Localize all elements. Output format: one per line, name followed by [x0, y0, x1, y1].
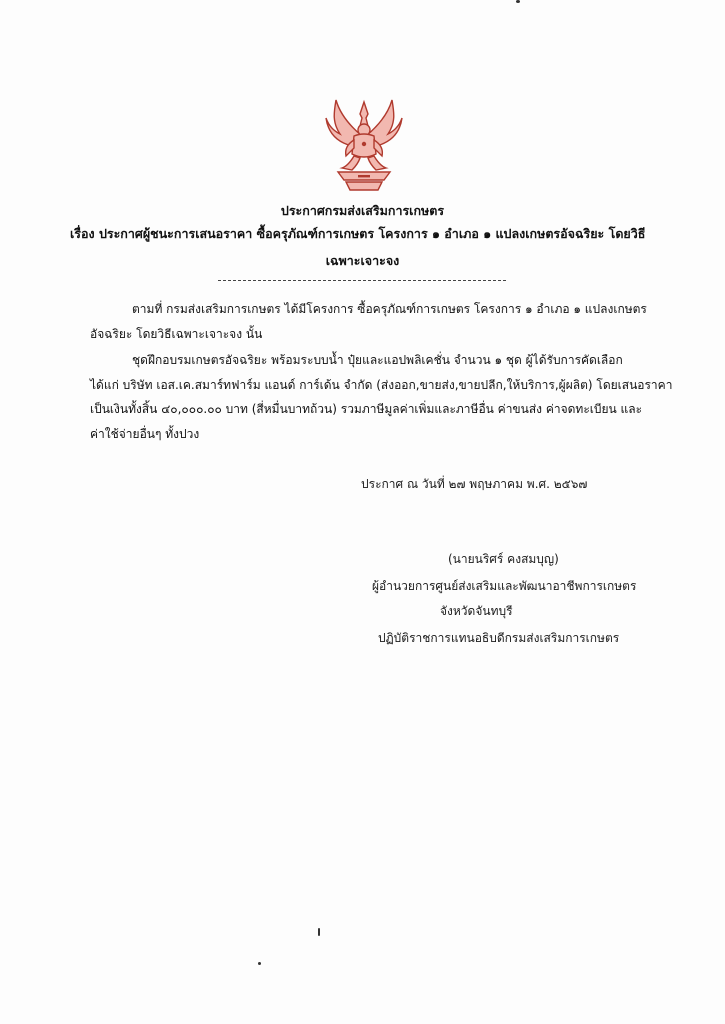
scan-speck [516, 0, 520, 3]
signatory-province: จังหวัดจันทบุรี [440, 604, 513, 618]
announcement-date: ประกาศ ณ วันที่ ๒๗ พฤษภาคม พ.ศ. ๒๕๖๗ [361, 477, 588, 491]
announcement-subject-continued: เฉพาะเจาะจง [325, 253, 400, 268]
paragraph-2-line-4: ค่าใช้จ่ายอื่นๆ ทั้งปวง [90, 427, 200, 441]
announcement-title: ประกาศกรมส่งเสริมการเกษตร [280, 203, 445, 218]
garuda-emblem-icon [322, 96, 406, 194]
paragraph-2-line-2: ได้แก่ บริษัท เอส.เค.สมาร์ทฟาร์ม แอนด์ การ์เด้น จำกัด (ส่งออก,ขายส่ง,ขายปลีก,ให้บริการ,ผู้ผลิต) โดยเสนอราคา [90, 378, 673, 392]
signatory-position: ผู้อำนวยการศูนย์ส่งเสริมและพัฒนาอาชีพการเกษตร [372, 579, 637, 593]
signatory-acting-for: ปฏิบัติราชการแทนอธิบดีกรมส่งเสริมการเกษตร [378, 631, 620, 645]
scan-speck [258, 962, 261, 965]
paragraph-1-line-2: อัจฉริยะ โดยวิธีเฉพาะเจาะจง นั้น [90, 327, 263, 341]
signatory-name: (นายนริศร์ คงสมบุญ) [448, 552, 559, 566]
paragraph-2-line-1: ชุดฝึกอบรมเกษตรอัจฉริยะ พร้อมระบบน้ำ ปุ๋ยและแอปพลิเคชั่น จำนวน ๑ ชุด ผู้ได้รับการคัดเลือก [132, 353, 623, 367]
paragraph-2-line-3: เป็นเงินทั้งสิ้น ๔๐,๐๐๐.๐๐ บาท (สี่หมื่นบาทถ้วน) รวมภาษีมูลค่าเพิ่มและภาษีอื่น ค่าขนส่ง ค่าจดทะเบียน และ [90, 402, 643, 416]
announcement-subject: เรื่อง ประกาศผู้ชนะการเสนอราคา ซื้อครุภัณฑ์การเกษตร โครงการ ๑ อำเภอ ๑ แปลงเกษตรอัจฉริยะ โดยวิธี [70, 226, 646, 241]
paragraph-1-line-1: ตามที่ กรมส่งเสริมการเกษตร ได้มีโครงการ ซื้อครุภัณฑ์การเกษตร โครงการ ๑ อำเภอ ๑ แปลงเกษตร [132, 302, 647, 316]
scan-speck [318, 928, 320, 936]
dashed-divider [218, 280, 506, 281]
